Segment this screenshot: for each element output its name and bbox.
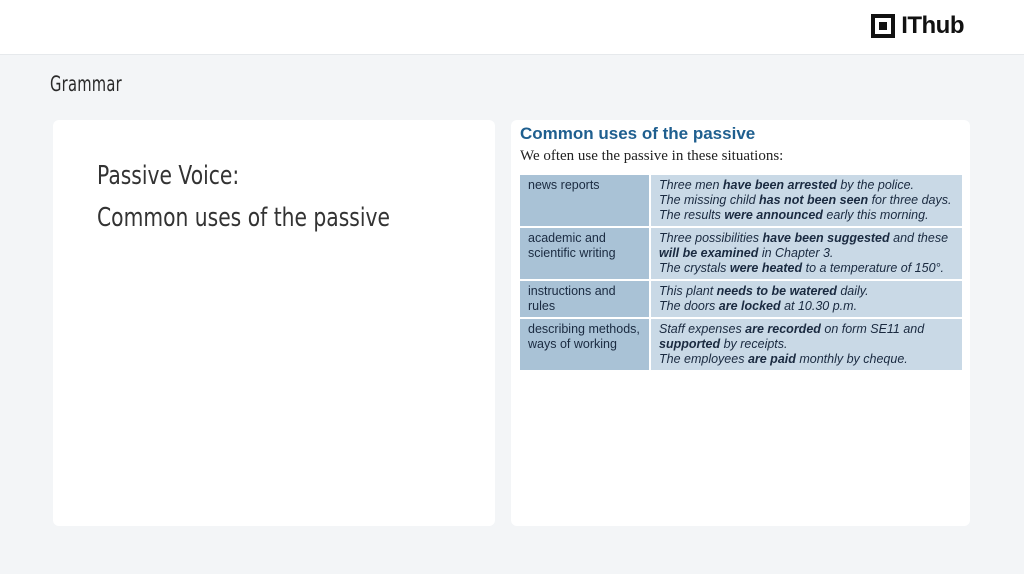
- row-category: instructions and rules: [520, 281, 649, 317]
- example-sentence: Staff expenses are recorded on form SE11 and: [659, 322, 925, 336]
- slide-heading: [97, 155, 390, 239]
- row-examples: [649, 319, 962, 370]
- ithub-logo-icon: [871, 14, 895, 38]
- table-row: [520, 175, 962, 226]
- example-sentence: The employees are paid monthly by cheque.: [659, 352, 908, 366]
- row-examples: [649, 281, 962, 317]
- row-examples: [649, 175, 962, 226]
- example-sentence: The missing child has not been seen for three days.: [659, 193, 952, 207]
- table-row: [520, 279, 962, 317]
- table-row: [520, 226, 962, 279]
- brand-name: IThub: [901, 12, 964, 39]
- passive-uses-table: [520, 175, 962, 370]
- example-sentence: Three possibilities have been suggested and these: [659, 231, 949, 245]
- example-sentence: supported by receipts.: [659, 337, 788, 351]
- table-title: Common uses of the passive: [520, 124, 756, 143]
- example-sentence: Three men have been arrested by the police.: [659, 178, 915, 192]
- heading-line-1: Passive Voice:: [97, 161, 240, 191]
- example-sentence: This plant needs to be watered daily.: [659, 284, 869, 298]
- example-sentence: The crystals were heated to a temperature of 150°.: [659, 261, 945, 275]
- example-sentence: The results were announced early this morning.: [659, 208, 929, 222]
- example-sentence: The doors are locked at 10.30 p.m.: [659, 299, 858, 313]
- ithub-logo: [871, 12, 964, 40]
- top-bar: [0, 0, 1024, 55]
- example-sentence: will be examined in Chapter 3.: [659, 246, 834, 260]
- table-row: [520, 317, 962, 370]
- table-subtitle: We often use the passive in these situations:: [520, 148, 784, 164]
- heading-line-2: Common uses of the passive: [97, 203, 390, 233]
- section-title: Grammar: [50, 72, 122, 96]
- row-category: academic and scientific writing: [520, 228, 649, 279]
- row-category: describing methods, ways of working: [520, 319, 649, 370]
- row-examples: [649, 228, 962, 279]
- row-category: news reports: [520, 175, 649, 226]
